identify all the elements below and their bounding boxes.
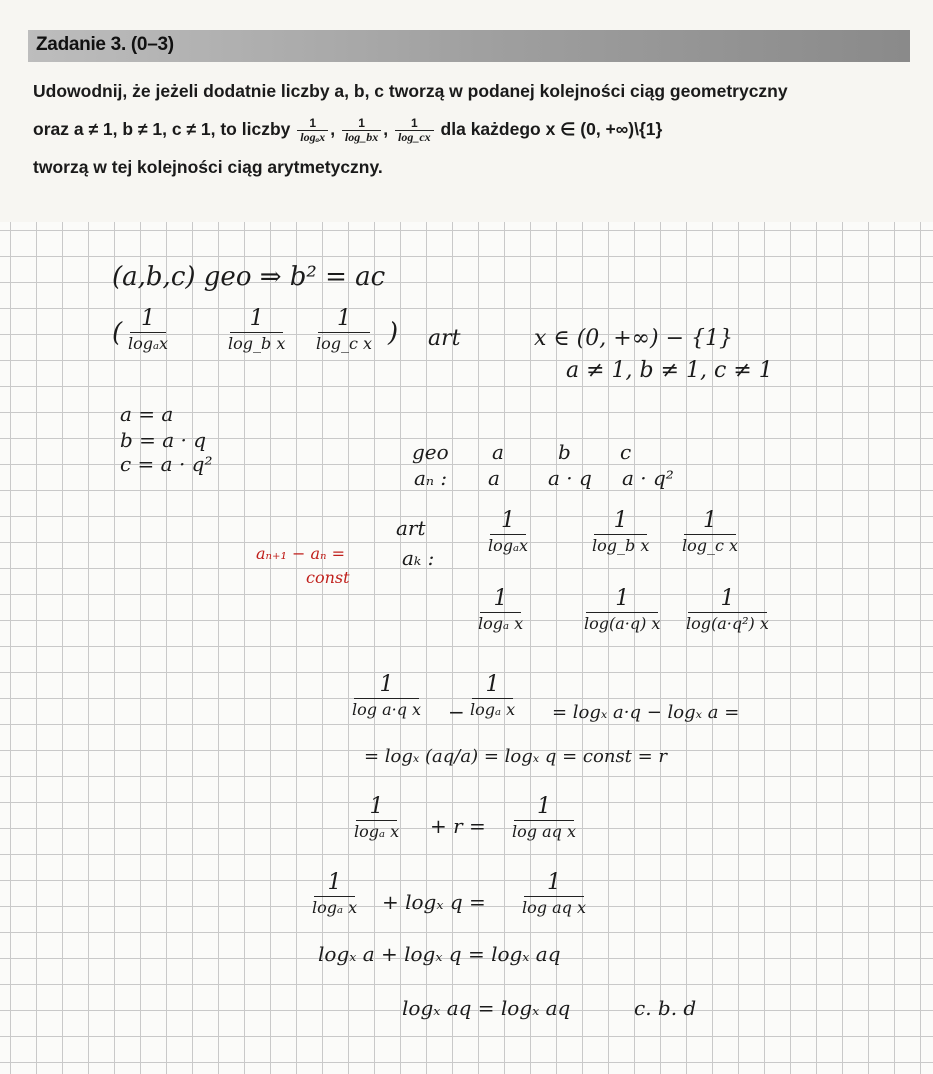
task-fraction-a: $\frac{1}{\text{logₐx}}$	[297, 117, 328, 144]
hw-sub-fraction-b: 1 log(a·q) x	[584, 586, 661, 633]
hw-qed: c. b. d	[634, 996, 697, 1020]
task-header-bar	[28, 30, 910, 62]
hw-diff-minus: −	[448, 700, 465, 724]
hw-ak-fraction-c: 1 log_c x	[682, 508, 739, 555]
hw-red-const: const	[306, 568, 350, 587]
hw-ak-fraction-a: 1 logₐx	[488, 508, 529, 555]
hw-log-sum-line: logₓ a + logₓ q = logₓ aq	[318, 942, 561, 966]
hw-sum1-fraction-2: 1 log aq x	[512, 794, 576, 841]
hw-geo-label: geo	[412, 440, 449, 464]
hw-an-label: aₙ :	[414, 466, 448, 490]
hw-sum2-fraction-2: 1 log aq x	[522, 870, 586, 917]
hw-diff-fraction-2: 1 logₐ x	[470, 672, 516, 719]
hw-ak-fraction-b: 1 log_b x	[592, 508, 650, 555]
hw-sum2-fraction-1: 1 logₐ x	[312, 870, 358, 917]
task-fraction-c: $\frac{1}{\log\_cx}$	[395, 117, 434, 144]
hw-fraction-b: 1 log_b x	[228, 306, 286, 353]
hw-def-b: b = a · q	[120, 428, 207, 452]
hw-fraction-a: 1 logₐx	[128, 306, 169, 353]
hw-an-a: a	[488, 466, 500, 490]
hw-def-a: a = a	[120, 402, 174, 426]
hw-sum1-fraction-1: 1 logₐ x	[354, 794, 400, 841]
hw-an-c: a · q²	[622, 466, 674, 490]
hw-sub-fraction-a: 1 logₐ x	[478, 586, 524, 633]
hw-domain: x ∈ (0, +∞) − {1}	[534, 326, 733, 351]
hw-sum2-mid: + logₓ q =	[382, 890, 486, 914]
hw-close-paren: )	[388, 318, 399, 348]
task-line-2: oraz a ≠ 1, b ≠ 1, c ≠ 1, to liczby $\frac{1}{\text{logₐx}}$ , $\frac{1}{\log\_bx}$ , $\frac{1}{\log\_cx}$ dla każdego x ∈ (0, +∞)\{1}	[33, 115, 663, 144]
hw-conditions: a ≠ 1, b ≠ 1, c ≠ 1	[566, 358, 773, 383]
hw-diff-rhs: = logₓ a·q − logₓ a =	[552, 702, 740, 723]
hw-final-equality: logₓ aq = logₓ aq	[402, 996, 571, 1020]
task-line-3: tworzą w tej kolejności ciąg arytmetyczny.	[33, 157, 383, 177]
hw-geo-a: a	[492, 440, 504, 464]
hw-diff-fraction-1: 1 log a·q x	[352, 672, 422, 719]
hw-fraction-c: 1 log_c x	[316, 306, 373, 353]
hw-geo-b: b	[558, 440, 571, 464]
hw-geo-c: c	[620, 440, 632, 464]
hw-an-b: a · q	[548, 466, 592, 490]
hw-geometric-premise: (a,b,c) geo ⇒ b² = ac	[112, 262, 386, 292]
hw-sum1-mid: + r =	[430, 814, 486, 838]
hw-ak-label: aₖ :	[402, 546, 435, 570]
hw-arithmetic-tag: art	[428, 326, 461, 351]
task-fraction-b: $\frac{1}{\log\_bx}$	[342, 117, 381, 144]
hw-sub-fraction-c: 1 log(a·q²) x	[686, 586, 769, 633]
task-line-2-start: oraz a ≠ 1, b ≠ 1, c ≠ 1, to liczby	[33, 119, 291, 139]
hw-art-label: art	[396, 516, 426, 540]
hw-red-difference: aₙ₊₁ − aₙ =	[256, 544, 345, 563]
task-statement	[33, 72, 913, 186]
hw-r-line: = logₓ (aq/a) = logₓ q = const = r	[364, 746, 668, 767]
task-line-1: Udowodnij, że jeżeli dodatnie liczby a, b, c tworzą w podanej kolejności ciąg geometryczny	[33, 81, 788, 101]
hw-open-paren: (	[112, 318, 123, 348]
task-line-2-end: dla każdego x ∈ (0, +∞)\{1}	[440, 119, 663, 139]
task-title: Zadanie 3. (0–3)	[36, 34, 174, 55]
hw-def-c: c = a · q²	[120, 452, 213, 476]
